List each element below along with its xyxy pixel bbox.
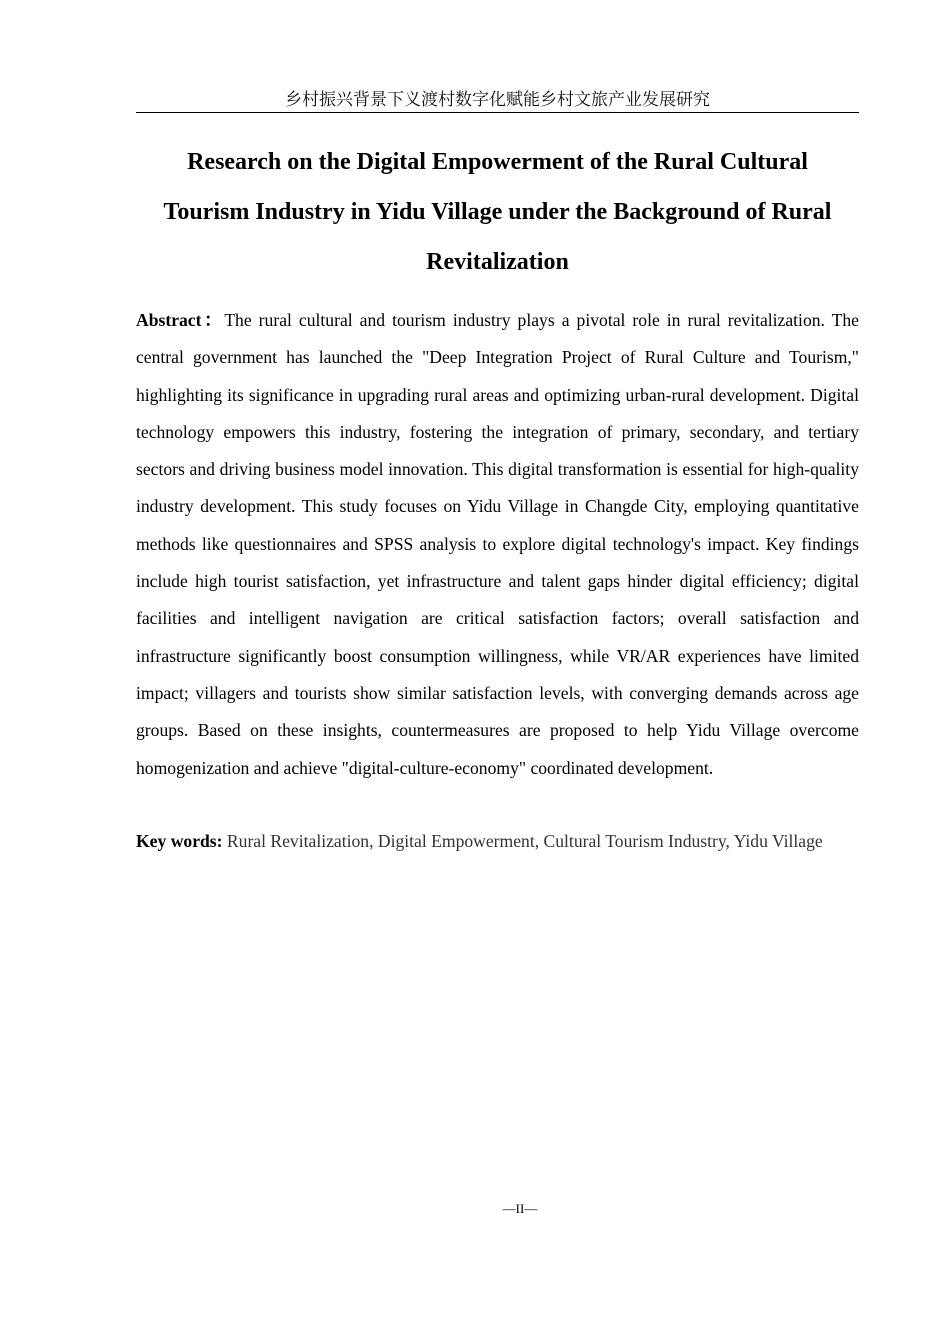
paper-title — [136, 137, 859, 287]
paper-title-line-2: Tourism Industry in Yidu Village under the Background of Rural — [163, 199, 832, 225]
abstract-label: Abstract： — [136, 310, 225, 330]
keywords-label: Key words: — [136, 831, 223, 851]
paper-title-line-1: Research on the Digital Empowerment of the Rural Cultural — [187, 149, 808, 175]
keywords-text: Rural Revitalization, Digital Empowerment, Cultural Tourism Industry, Yidu Village — [226, 831, 823, 851]
page-number: —II— — [502, 1201, 538, 1216]
running-header: 乡村振兴背景下义渡村数字化赋能乡村文旅产业发展研究 — [136, 90, 859, 113]
abstract-text: The rural cultural and tourism industry plays a pivotal role in rural revitalization. The central government has launched the "Deep Integration Project of Rural Culture and Tourism," highlighting its significance in upgrading rural areas and optimizing urban-rural development. Digital technology empowers this industry, fostering the integration of primary, secondary, and tertiary sectors and driving business model innovation. This digital transformation is essential for high-quality industry development. This study focuses on Yidu Village in Changde City, employing quantitative methods like questionnaires and SPSS analysis to explore digital technology's impact. Key findings include high tourist satisfaction, yet infrastructure and talent gaps hinder digital efficiency; digital facilities and intelligent navigation are critical satisfaction factors; overall satisfaction and infrastructure significantly boost consumption willingness, while VR/AR experiences have limited impact; villagers and tourists show similar satisfaction levels, with converging demands across age groups. Based on these insights, countermeasures are proposed to help Yidu Village overcome homogenization and achieve "digital-culture-economy" coordinated development. — [136, 310, 859, 778]
paper-title-line-3: Revitalization — [426, 249, 569, 275]
abstract-paragraph — [136, 302, 859, 787]
keywords-paragraph — [136, 823, 859, 860]
